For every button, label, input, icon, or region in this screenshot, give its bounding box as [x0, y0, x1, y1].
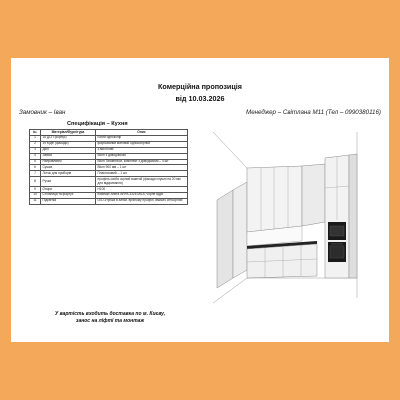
- delivery-note-line-1: У вартість входить доставка по м. Києву,: [54, 311, 166, 317]
- row-description: Blum з доводчиком: [96, 153, 188, 159]
- row-number: 3: [30, 147, 41, 153]
- row-description: профіль скоба чорний вшитий (фасади слушні на 20 мм для відкривання): [96, 177, 188, 187]
- upper-cabinets: [247, 166, 302, 232]
- row-number: 7: [30, 171, 41, 177]
- row-number: 4: [30, 153, 41, 159]
- row-material: 16 ДСП (корпус): [41, 135, 96, 141]
- row-number: 1: [30, 135, 41, 141]
- spec-title: Специфікація – Кухня: [67, 121, 128, 127]
- row-material: Опори: [41, 187, 96, 193]
- row-description: Білий одноколір: [96, 135, 188, 141]
- row-description: LED-стрічка в алюм. врізному профілі, вмикач сенсорний: [96, 198, 188, 204]
- page-title: Комерційна пропозиція: [158, 82, 242, 91]
- row-description: Blum 900 мм – 1 шт: [96, 165, 188, 171]
- col-material-header: Матеріал/Фурнітура: [41, 130, 96, 136]
- row-material: Направляючі: [41, 159, 96, 165]
- row-description: H100: [96, 187, 188, 193]
- kitchen-render: [207, 128, 363, 308]
- row-material: Ручки: [41, 177, 96, 187]
- table-row: [30, 198, 188, 204]
- row-material: Підсвітка: [41, 198, 96, 204]
- row-material: 19 МДФ (фасади): [41, 141, 96, 147]
- row-material: Завіси: [41, 153, 96, 159]
- spec-table: [29, 129, 188, 205]
- row-description: 3 мм білий: [96, 147, 188, 153]
- row-number: 11: [30, 198, 41, 204]
- proposal-date: від 10.03.2026: [175, 94, 225, 103]
- row-number: 6: [30, 165, 41, 171]
- col-description-header: Опис: [96, 130, 188, 136]
- row-number: 8: [30, 177, 41, 187]
- table-row: [30, 177, 188, 187]
- col-number-header: №: [30, 130, 41, 136]
- proposal-sheet: [11, 58, 389, 342]
- delivery-note: [25, 311, 195, 325]
- row-material: Стільниця та фартух: [41, 192, 96, 198]
- manager-contact: Менеджер – Світлана М11 (Тел – 0990380116): [246, 109, 381, 116]
- row-description: Компакт-плита ARPA 3326 MILA, чорне ядро: [96, 192, 188, 198]
- client-name: Замовник – Іван: [19, 109, 66, 116]
- tall-cabinet-side: [217, 190, 233, 288]
- row-number: 5: [30, 159, 41, 165]
- row-description: Пластиковий – 1 шт: [96, 171, 188, 177]
- row-description: фарбований матовий одноколірний: [96, 141, 188, 147]
- row-material: Лоток для приборів: [41, 171, 96, 177]
- row-number: 9: [30, 187, 41, 193]
- row-number: 10: [30, 192, 41, 198]
- tall-cabinet: [233, 182, 247, 278]
- row-number: 2: [30, 141, 41, 147]
- row-material: ДВП: [41, 147, 96, 153]
- row-description: Blum Tandembox, комплект з доводчиком – 4 шт: [96, 159, 188, 165]
- row-material: Сушка: [41, 165, 96, 171]
- base-cabinets: [247, 244, 317, 278]
- delivery-note-line-2: занос на ліфті та монтаж: [75, 318, 145, 324]
